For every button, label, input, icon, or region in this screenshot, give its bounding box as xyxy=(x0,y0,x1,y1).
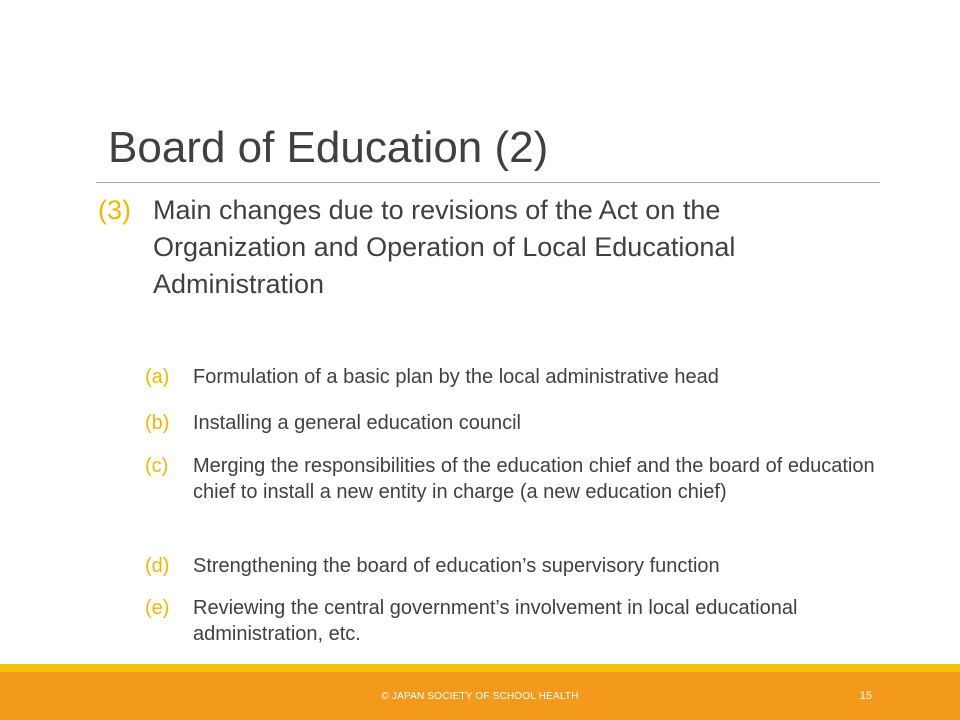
sub-item-d xyxy=(145,553,885,579)
copyright-text: © JAPAN SOCIETY OF SCHOOL HEALTH xyxy=(381,691,579,702)
page-number: 15 xyxy=(859,690,872,702)
main-item-marker: (3) xyxy=(98,195,131,225)
sub-item-b xyxy=(145,410,885,436)
sub-item-e xyxy=(145,595,885,647)
footer-accent-strip xyxy=(0,664,960,672)
title-divider xyxy=(96,182,880,183)
sub-item-text: Reviewing the central government’s involvement in local educational administration, etc. xyxy=(193,597,798,645)
sub-item-marker: (d) xyxy=(145,555,170,577)
sub-item-text: Formulation of a basic plan by the local administrative head xyxy=(193,366,719,388)
main-item-text: Main changes due to revisions of the Act on the Organization and Operation of Local Educational Administration xyxy=(153,195,736,299)
sub-item-marker: (e) xyxy=(145,597,170,619)
sub-item-marker: (b) xyxy=(145,412,170,434)
slide-title: Board of Education (2) xyxy=(108,123,549,172)
sub-item-marker: (a) xyxy=(145,366,170,388)
sub-item-c xyxy=(145,453,885,505)
footer-bar xyxy=(0,672,960,720)
sub-item-text: Strengthening the board of education’s supervisory function xyxy=(193,555,720,577)
sub-item-a xyxy=(145,364,885,390)
sub-item-marker: (c) xyxy=(145,455,169,477)
sub-item-text: Merging the responsibilities of the education chief and the board of education chief to install a new entity in charge (a new education chief) xyxy=(193,455,875,503)
main-list-item xyxy=(98,192,878,303)
sub-item-text: Installing a general education council xyxy=(193,412,521,434)
